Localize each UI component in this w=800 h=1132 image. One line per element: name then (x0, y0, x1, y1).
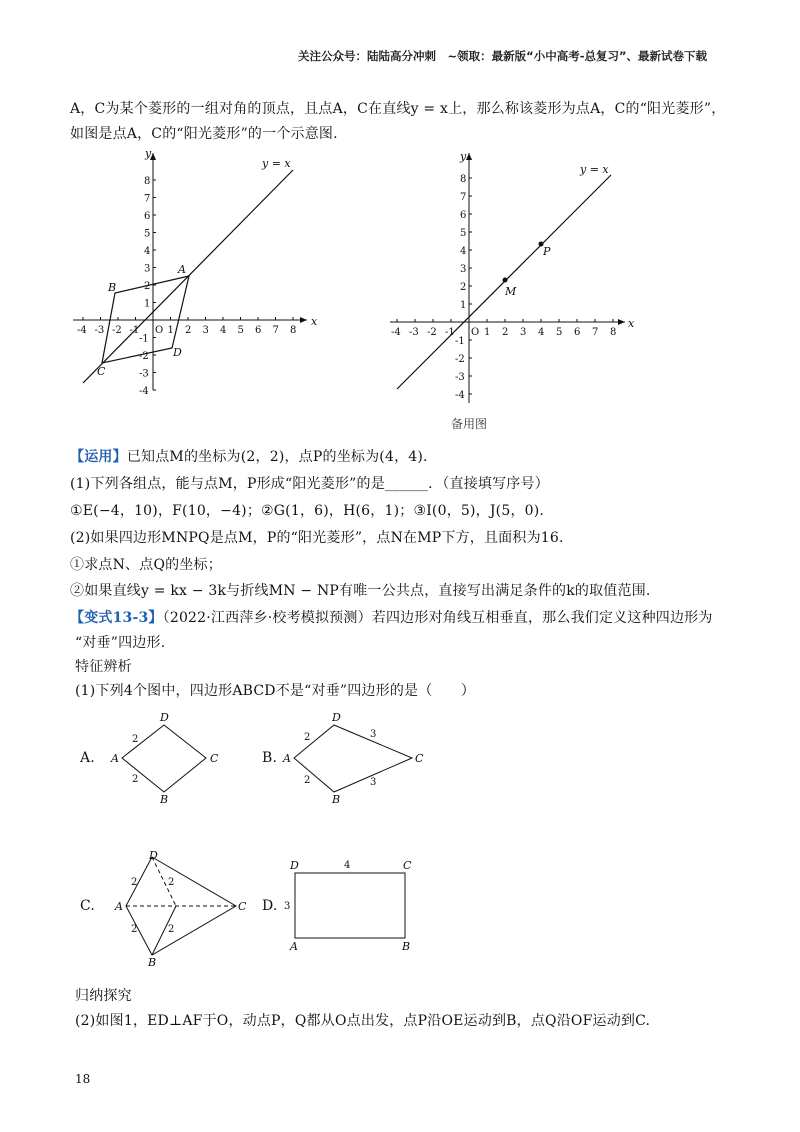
fig2-x-tick-label: -3 (409, 327, 419, 338)
fig2-y-tick-label: -4 (455, 390, 465, 401)
fig1-y-tick-label: 4 (144, 246, 151, 257)
shape-D-A: A (290, 940, 298, 953)
shape-B-A: A (283, 752, 291, 765)
shape-A-side-2: 2 (132, 774, 139, 785)
fig1-y-tick-label: 5 (144, 228, 151, 240)
fig1-x-tick-label: 8 (290, 325, 297, 336)
fig2-y-tick-label: 3 (460, 264, 467, 275)
variant-tag: 【变式13-3】 (70, 610, 163, 626)
shape-C (112, 848, 252, 968)
fig1-x-tick-label: 7 (272, 325, 279, 336)
fig1-x-tick-label: 2 (185, 325, 192, 336)
fig2-y-tick-label: 1 (460, 300, 467, 311)
fig2-x-tick-label: 2 (502, 327, 509, 338)
intro-line-2: 如图是点A，C的“阳光菱形”的一个示意图. (70, 126, 338, 142)
fig2-x-tick-label: -2 (427, 327, 437, 338)
figure-1 (65, 145, 325, 395)
fig2-y-tick-label: -2 (455, 354, 465, 365)
shape-B-side-4: 3 (370, 777, 377, 788)
fig1-x-label: x (311, 315, 318, 328)
fig1-y-tick-label: -1 (139, 333, 149, 345)
fig2-x-tick-label: 8 (610, 327, 617, 338)
shape-B-D: D (332, 711, 341, 724)
shape-C-side-4: 2 (168, 924, 175, 935)
figure-1-axes (73, 153, 307, 390)
page-header: 关注公众号：陆陆高分冲刺 ~领取：最新版“小中高考-总复习”、最新试卷下载 (298, 49, 708, 63)
option-A-label: A. (80, 750, 95, 766)
shape-D-side-left: 3 (284, 901, 291, 912)
fig1-y-tick-label: 6 (144, 211, 151, 222)
fig2-line-label: y = x (580, 163, 609, 176)
fig2-x-tick-label: 3 (520, 327, 527, 338)
shape-A-A: A (111, 752, 119, 765)
fig1-x-tick-label: O (155, 325, 164, 336)
variant-q1: (1)下列4个图中，四边形ABCD不是“对垂”四边形的是（ ） (75, 683, 476, 699)
apply-q2: (2)如果四边形MNPQ是点M，P的“阳光菱形”，点N在MP下方，且面积为16. (70, 530, 564, 546)
fig1-point-D: D (173, 346, 182, 359)
figure-2 (385, 145, 645, 435)
apply-q2a: ①求点N、点Q的坐标； (70, 557, 222, 573)
fig1-y-tick-label: -3 (139, 368, 149, 380)
fig2-y-tick-label: 5 (460, 228, 467, 239)
fig2-x-tick-label: 6 (574, 327, 581, 338)
section-induction: 归纳探究 (75, 988, 132, 1004)
option-D-label: D. (262, 898, 278, 914)
fig1-y-tick-label: 8 (144, 176, 151, 187)
fig2-x-tick-label: -4 (391, 327, 401, 338)
fig2-y-tick-label: -3 (455, 372, 465, 383)
fig2-x-tick-label: 7 (592, 327, 599, 338)
fig2-point-M: M (505, 285, 517, 298)
fig2-y-tick-label: 4 (460, 246, 467, 257)
fig2-x-label: x (628, 317, 635, 330)
fig1-point-B: B (108, 281, 117, 294)
shape-A-B: B (160, 793, 169, 805)
fig1-y-tick-label: 7 (144, 193, 151, 205)
shape-B-side-1: 2 (304, 732, 311, 743)
shape-A-side-1: 2 (132, 734, 139, 745)
shape-D (282, 855, 417, 955)
fig2-x-tick-label: 1 (484, 327, 491, 338)
fig1-y-tick-label: 1 (144, 298, 151, 310)
apply-stem (70, 446, 428, 466)
fig2-y-tick-label: 7 (460, 192, 467, 203)
apply-q1-options: ①E(−4，10)，F(10，−4)；②G(1，6)，H(6，1)；③I(0，5)，J(5，0). (70, 503, 545, 519)
point-M-dot (503, 278, 508, 283)
shape-D-B: B (402, 940, 411, 953)
shape-B-side-2: 3 (370, 729, 377, 740)
shape-B-side-3: 2 (304, 775, 311, 786)
fig1-x-tick-label: -3 (94, 325, 105, 336)
fig1-y-label: y (145, 147, 152, 160)
fig1-x-tick-label: 3 (202, 325, 209, 336)
shape-D-side-top: 4 (344, 860, 351, 871)
fig2-x-tick-label: -1 (445, 327, 455, 338)
section-feature: 特征辨析 (75, 659, 132, 675)
shape-C-side-1: 2 (131, 877, 138, 888)
shape-D-D: D (290, 859, 299, 872)
fig1-y-tick-label: -2 (139, 351, 149, 362)
shape-C-side-3: 2 (131, 924, 138, 935)
shape-B-C: C (415, 752, 424, 765)
apply-q1: (1)下列各组点，能与点M，P形成“阳光菱形”的是______．（直接填写序号） (70, 476, 549, 492)
fig1-y-tick-label: 2 (144, 281, 151, 292)
shape-C-D: D (149, 849, 158, 862)
fig1-x-tick-label: 6 (255, 325, 262, 336)
shape-C-A: A (115, 900, 123, 913)
shape-C-C: C (238, 900, 247, 913)
shape-A-D: D (160, 711, 169, 724)
fig1-line-label: y = x (262, 157, 291, 170)
fig2-y-tick-label: 8 (460, 174, 467, 185)
fig2-y-tick-label: 2 (460, 282, 467, 293)
intro-line-1: A，C为某个菱形的一组对角的顶点，且点A，C在直线y = x上，那么称该菱形为点A，C的“阳光菱形”， (70, 101, 726, 117)
shape-B-B: B (332, 793, 341, 805)
fig2-x-tick-label: O (471, 327, 480, 338)
fig2-x-tick-label: 4 (538, 327, 545, 338)
variant-line-2: “对垂”四边形. (75, 635, 166, 651)
fig1-y-tick-label: 3 (144, 263, 151, 275)
variant-line-1-text: （2022·江西萍乡·校考模拟预测）若四边形对角线互相垂直，那么我们定义这种四边形为 (162, 610, 713, 626)
variant-q2: (2)如图1，ED⊥AF于O，动点P，Q都从O点出发，点P沿OE运动到B，点Q沿OF运动到C. (75, 1013, 651, 1029)
fig1-x-tick-label: 5 (237, 325, 244, 336)
shape-B (282, 710, 432, 805)
apply-stem-text: 已知点M的坐标为(2，2)，点P的坐标为(4，4). (126, 449, 428, 465)
option-C-label: C. (80, 898, 96, 914)
shape-D-C: C (403, 859, 412, 872)
fig1-x-tick-label: -1 (129, 325, 140, 336)
shape-A-C: C (210, 752, 219, 765)
fig2-y-label: y (460, 150, 467, 163)
apply-tag: 【运用】 (70, 449, 127, 465)
fig1-x-tick-label: -4 (77, 325, 87, 336)
option-B-label: B. (262, 750, 278, 766)
fig2-y-tick-label: 6 (460, 210, 467, 221)
fig2-caption: 备用图 (451, 417, 488, 431)
fig1-x-tick-label: -2 (112, 325, 122, 336)
fig1-point-C: C (97, 365, 106, 378)
fig2-y-tick-label: -1 (455, 336, 465, 347)
fig2-point-P: P (543, 245, 551, 258)
fig1-point-A: A (178, 263, 186, 276)
fig2-x-tick-label: 5 (556, 327, 563, 338)
fig1-x-tick-label: 1 (167, 325, 174, 336)
fig1-x-tick-label: 4 (220, 325, 227, 336)
fig1-y-tick-label: -4 (139, 386, 149, 395)
shape-C-side-2: 2 (168, 877, 175, 888)
page-number: 18 (75, 1072, 91, 1086)
shape-A (108, 710, 233, 805)
shape-C-B: B (148, 956, 157, 968)
apply-q2b: ②如果直线y = kx − 3k与折线MN − NP有唯一公共点，直接写出满足条件的k的取值范围. (70, 583, 651, 599)
variant-line-1 (70, 607, 713, 627)
